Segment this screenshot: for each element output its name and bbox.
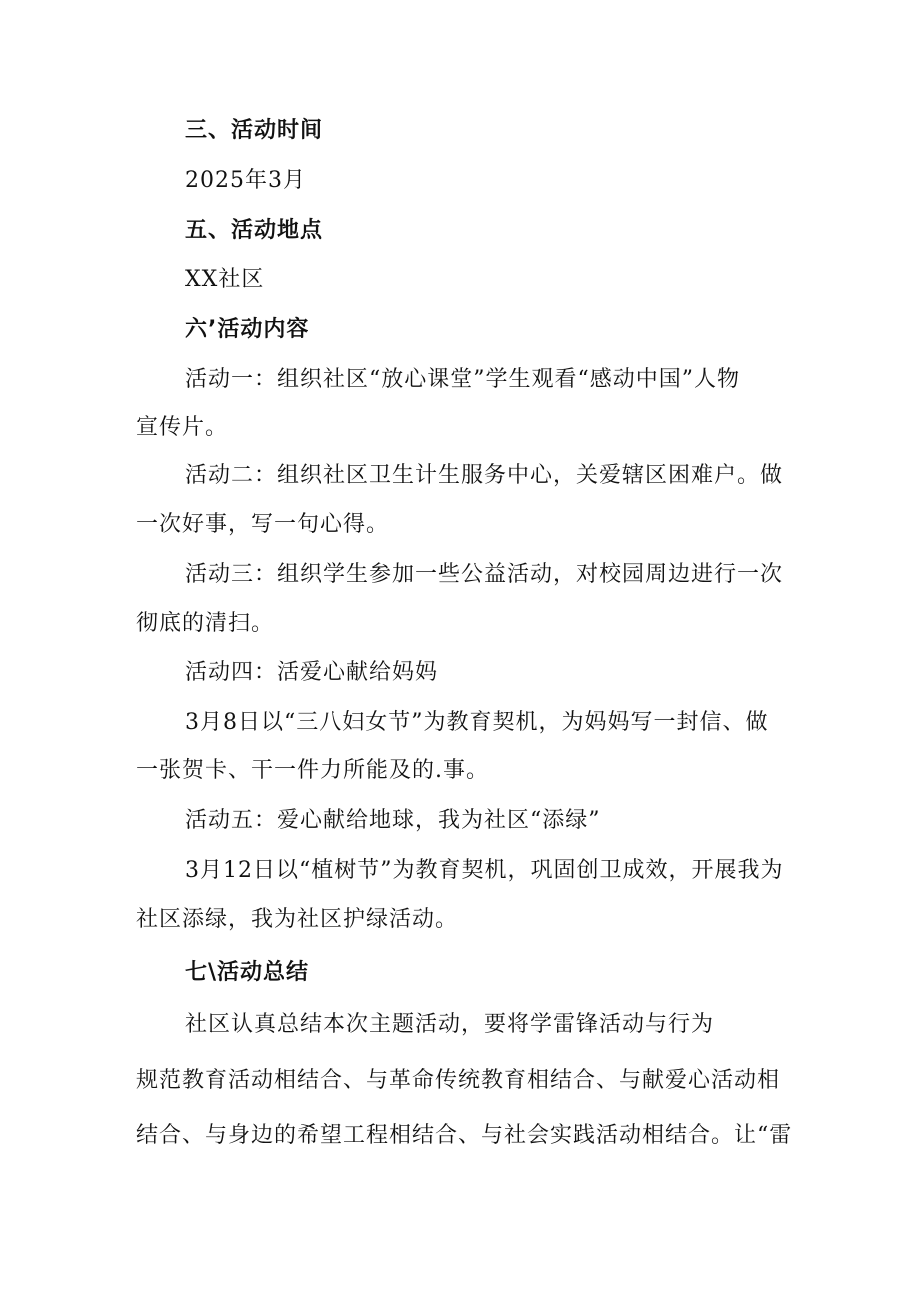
activity2-line2: 一次好事，写一句心得。 (136, 512, 390, 537)
activity4-title: 活动四：活爱心献给妈妈 (185, 660, 439, 685)
activity4-line1: 3月8日以“三八妇女节”为教育契机，为妈妈写一封信、做 (185, 710, 769, 735)
activity5-line2: 社区添绿，我为社区护绿活动。 (136, 907, 459, 932)
activity1-line1: 活动一：组织社区“放心课堂”学生观看“感动中国”人物 (185, 367, 740, 392)
section-summary-heading: 七\活动总结 (185, 960, 310, 985)
section-content-heading: 六’活动内容 (185, 317, 310, 342)
activity2-line1: 活动二：组织社区卫生计生服务中心，关爱辖区困难户。做 (185, 463, 784, 488)
activity1-line2: 宣传片。 (136, 415, 229, 440)
summary-line1: 社区认真总结本次主题活动，要将学雷锋活动与行为 (185, 1012, 715, 1037)
section-place-heading: 五、活动地点 (185, 218, 324, 243)
activity4-line2: 一张贺卡、干一件力所能及的.事。 (136, 758, 489, 783)
summary-line3: 结合、与身边的希望工程相结合、与社会实践活动相结合。让“雷 (136, 1123, 793, 1148)
summary-line2: 规范教育活动相结合、与革命传统教育相结合、与献爱心活动相 (136, 1068, 781, 1093)
time-value: 2025年3月 (185, 168, 306, 193)
activity5-line1: 3月12日以“植树节”为教育契机，巩固创卫成效，开展我为 (185, 858, 784, 883)
section-time-heading: 三、活动时间 (185, 118, 324, 143)
activity3-line2: 彻底的清扫。 (136, 611, 275, 636)
place-value: XX社区 (185, 267, 265, 292)
activity5-title: 活动五：爱心献给地球，我为社区“添绿” (185, 808, 601, 833)
activity3-line1: 活动三：组织学生参加一些公益活动，对校园周边进行一次 (185, 562, 784, 587)
